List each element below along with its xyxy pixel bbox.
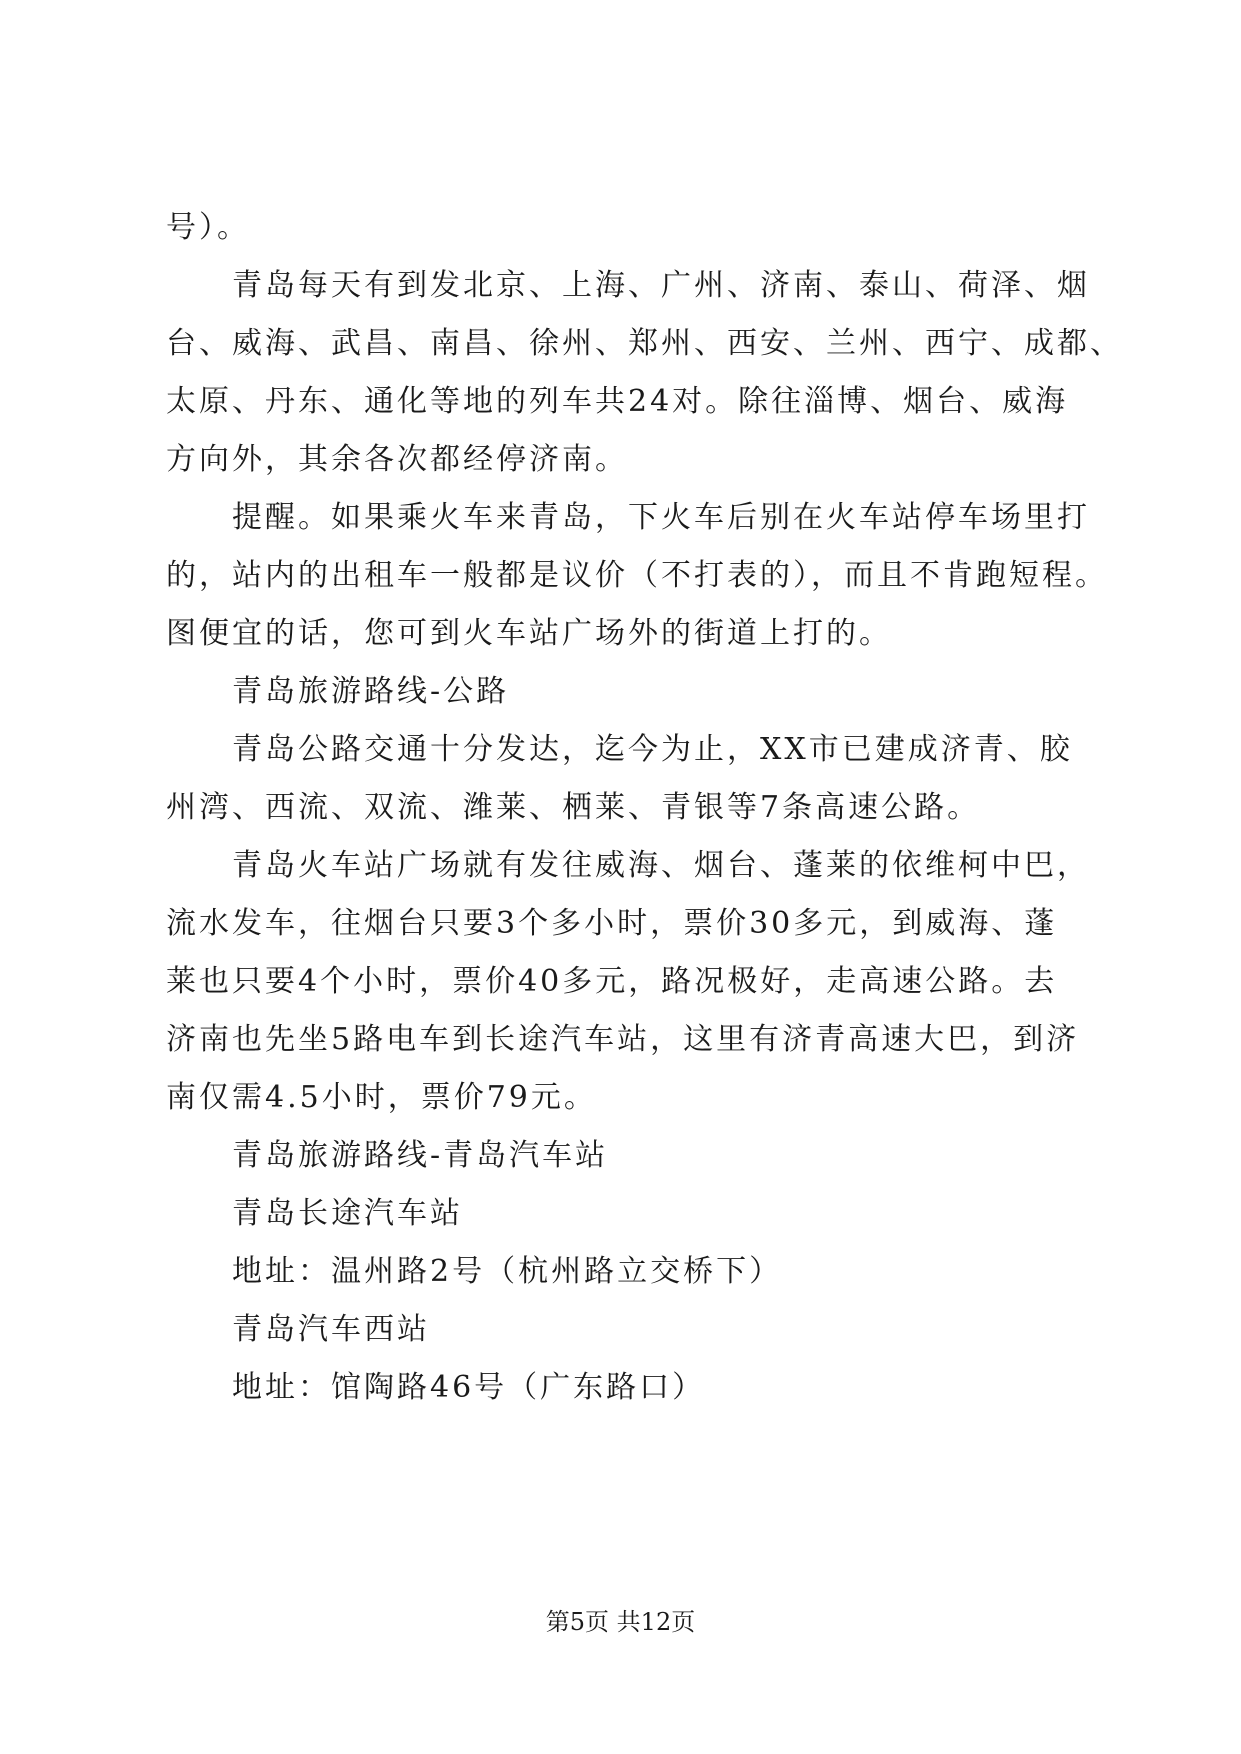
text-line: 州湾、西流、双流、潍莱、栖莱、青银等7条高速公路。: [166, 790, 981, 825]
text-line: 青岛每天有到发北京、上海、广州、济南、泰山、荷泽、烟: [232, 268, 1090, 303]
text-line: 青岛火车站广场就有发往威海、烟台、蓬莱的依维柯中巴，: [232, 848, 1090, 883]
text-line: 南仅需4.5小时，票价79元。: [166, 1080, 597, 1115]
page-number-footer: 第5页 共12页: [545, 1608, 696, 1636]
section-heading: 青岛旅游路线-青岛汽车站: [232, 1138, 609, 1173]
address-line: 地址：馆陶路46号（广东路口）: [232, 1370, 706, 1405]
text-line: 台、威海、武昌、南昌、徐州、郑州、西安、兰州、西宁、成都、: [166, 326, 1123, 361]
section-heading: 青岛旅游路线-公路: [232, 674, 510, 709]
text-line: 的，站内的出租车一般都是议价（不打表的），而且不肯跑短程。: [166, 558, 1108, 593]
text-line: 青岛汽车西站: [232, 1312, 430, 1347]
text-line: 方向外，其余各次都经停济南。: [166, 442, 628, 477]
text-line: 图便宜的话，您可到火车站广场外的街道上打的。: [166, 616, 892, 651]
text-line: 提醒。如果乘火车来青岛，下火车后别在火车站停车场里打: [232, 500, 1090, 535]
text-line: 号）。: [166, 210, 250, 245]
text-line: 流水发车，往烟台只要3个多小时，票价30多元，到威海、蓬: [166, 906, 1058, 941]
address-line: 地址：温州路2号（杭州路立交桥下）: [232, 1254, 783, 1289]
text-line: 青岛长途汽车站: [232, 1196, 463, 1231]
text-line: 太原、丹东、通化等地的列车共24对。除往淄博、烟台、威海: [166, 384, 1069, 419]
text-line: 济南也先坐5路电车到长途汽车站，这里有济青高速大巴，到济: [166, 1022, 1080, 1057]
text-line: 青岛公路交通十分发达，迄今为止，XX市已建成济青、胶: [232, 732, 1073, 767]
text-line: 莱也只要4个小时，票价40多元，路况极好，走高速公路。去: [166, 964, 1058, 999]
